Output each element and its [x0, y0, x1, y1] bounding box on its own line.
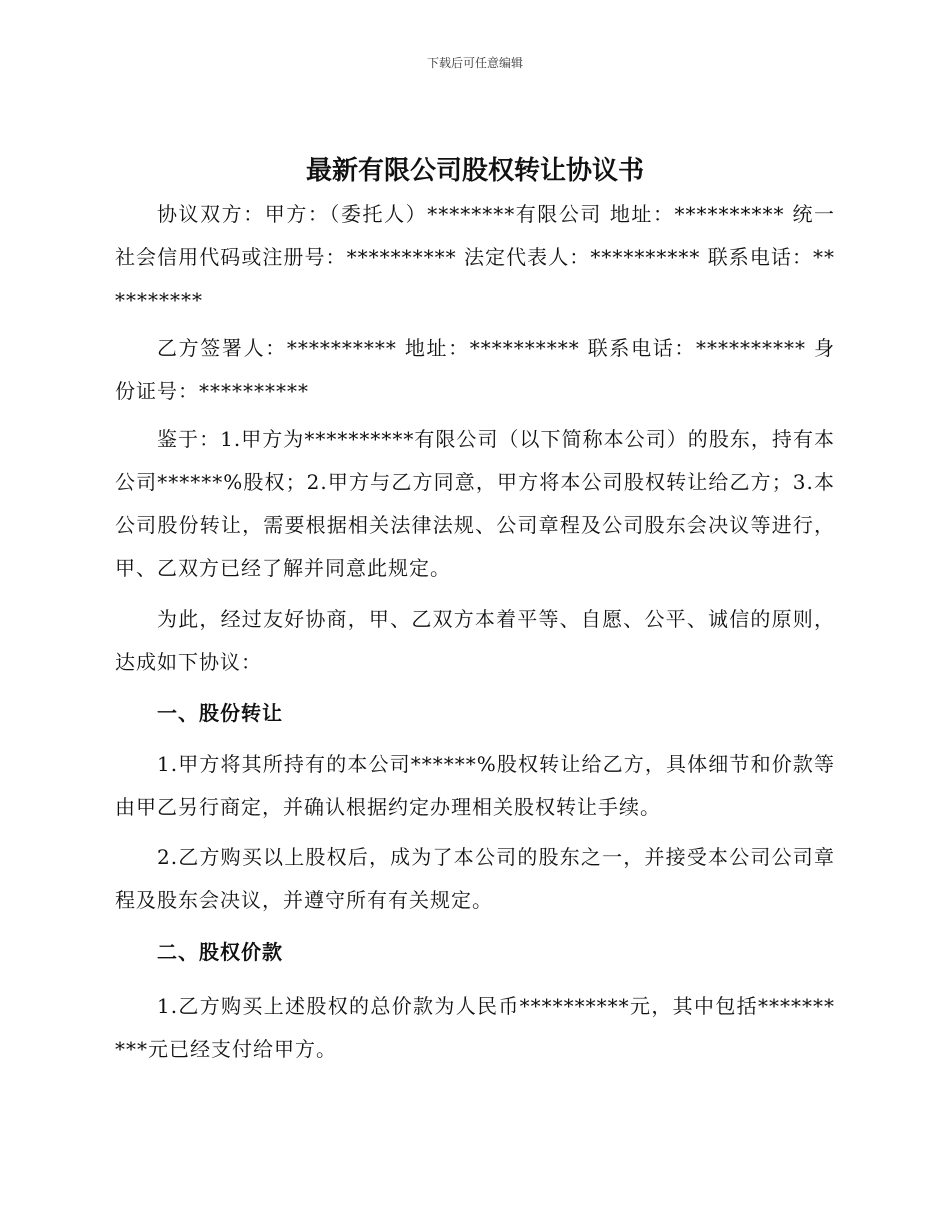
- clause-share-transfer-2: 2.乙方购买以上股权后，成为了本公司的股东之一，并接受本公司公司章程及股东会决议，并遵守所有有关规定。: [115, 845, 835, 912]
- page-header-note: 下载后可任意编辑: [426, 56, 523, 70]
- party-a-paragraph: 协议双方：甲方：（委托人）********有限公司 地址：********** 统一社会信用代码或注册号：********** 法定代表人：********** 联系电话：**********: [115, 202, 835, 312]
- clause-share-transfer-1: 1.甲方将其所持有的本公司******%股权转让给乙方，具体细节和价款等由甲乙另行商定，并确认根据约定办理相关股权转让手续。: [115, 752, 835, 819]
- document-title: 最新有限公司股权转让协议书: [305, 156, 644, 186]
- preamble-paragraph: 为此，经过友好协商，甲、乙双方本着平等、自愿、公平、诚信的原则，达成如下协议：: [115, 607, 835, 674]
- party-b-paragraph: 乙方签署人：********** 地址：********** 联系电话：********** 身份证号：**********: [115, 336, 835, 403]
- whereas-paragraph: 鉴于：1.甲方为**********有限公司（以下简称本公司）的股东，持有本公司******%股权；2.甲方与乙方同意，甲方将本公司股权转让给乙方；3.本公司股份转让，需要根据相关法律法规、公司章程及公司股东会决议等进行，甲、乙双方已经了解并同意此规定。: [115, 427, 835, 580]
- section-heading-equity-price: 二、股权价款: [157, 940, 283, 964]
- section-heading-share-transfer: 一、股份转让: [157, 701, 283, 725]
- clause-equity-price-1: 1.乙方购买上述股权的总价款为人民币**********元，其中包括**********元已经支付给甲方。: [115, 994, 835, 1061]
